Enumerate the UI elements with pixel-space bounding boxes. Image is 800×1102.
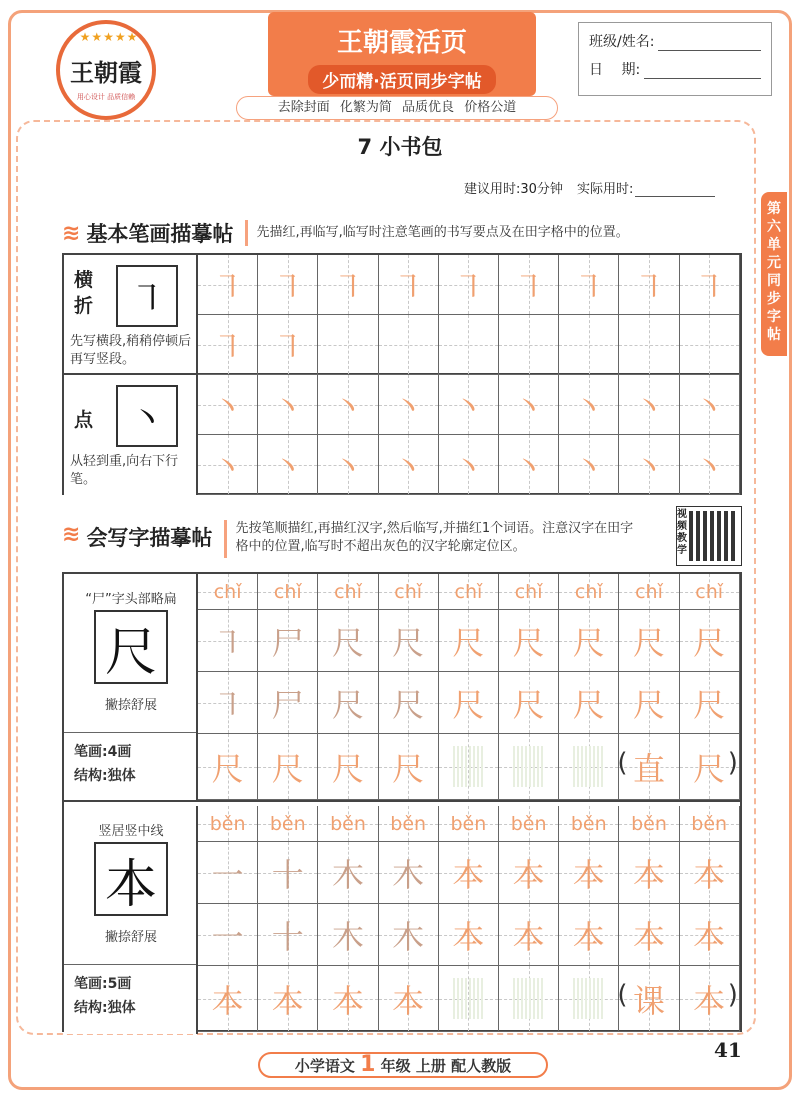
pinyin-text: chǐ — [273, 580, 302, 603]
practice-cell[interactable] — [258, 734, 318, 800]
practice-cells — [198, 375, 740, 495]
qr-label: 视频教学 — [677, 509, 687, 556]
stroke-order-cell[interactable] — [559, 610, 619, 672]
practice-cell-glyph: 丶 — [572, 387, 605, 426]
write-chars-grid — [62, 572, 742, 1032]
pinyin-text: chǐ — [213, 580, 242, 603]
practice-cell-glyph: 丶 — [271, 387, 304, 426]
stroke-order-cell[interactable] — [198, 610, 258, 672]
char-structure: 结构:独体 — [74, 768, 136, 784]
practice-cell-glyph: ㇕ — [572, 267, 605, 306]
pinyin-cell[interactable] — [198, 806, 258, 842]
practice-cell-glyph — [318, 315, 377, 374]
divider — [64, 732, 196, 733]
stroke-order-cell[interactable] — [198, 842, 258, 904]
practice-cell-glyph: 丶 — [211, 387, 244, 426]
practice-cell[interactable] — [559, 435, 619, 495]
class-name-field[interactable] — [658, 35, 761, 51]
stroke-order-cell[interactable] — [619, 610, 679, 672]
stroke-name: 点 — [74, 409, 94, 431]
practice-cell[interactable] — [680, 315, 740, 375]
stroke-count: 笔画:5画 — [74, 976, 132, 992]
stroke-tip: 从轻到重,向右下行笔。 — [70, 454, 179, 487]
pinyin-cell[interactable] — [258, 574, 318, 610]
outline-guide — [513, 978, 544, 1019]
stroke-order-cell-glyph: 尺 — [693, 623, 726, 662]
qr-code-icon — [689, 511, 737, 561]
student-info-box — [578, 22, 772, 96]
practice-cell-glyph: 直 — [632, 749, 665, 788]
practice-cell[interactable] — [619, 966, 679, 1032]
stroke-order-cell-glyph: 尺 — [392, 685, 425, 724]
practice-cell[interactable] — [258, 375, 318, 435]
stroke-order-cell[interactable] — [619, 842, 679, 904]
outline-guide — [513, 746, 544, 787]
model-stroke-box: ㇕ — [116, 265, 178, 327]
practice-cell-glyph — [499, 315, 558, 374]
practice-cell[interactable] — [318, 435, 378, 495]
practice-cell-glyph — [559, 315, 618, 374]
word-paren-open: ( — [617, 748, 628, 778]
practice-cell[interactable] — [619, 435, 679, 495]
page-number: 41 — [714, 1038, 742, 1062]
pinyin-cell[interactable] — [258, 806, 318, 842]
practice-cell[interactable] — [559, 255, 619, 315]
outline-guide — [453, 978, 484, 1019]
actual-time-field[interactable] — [635, 183, 715, 197]
practice-cell[interactable] — [439, 966, 499, 1032]
stroke-order-cell-glyph: ㇕ — [211, 685, 244, 724]
stroke-order-cell-glyph: 尺 — [331, 623, 364, 662]
pinyin-text: běn — [269, 812, 306, 835]
practice-cell[interactable] — [439, 375, 499, 435]
practice-cell-glyph: 尺 — [271, 749, 304, 788]
practice-cell[interactable] — [198, 734, 258, 800]
stroke-info-cell — [64, 375, 198, 495]
outline-guide — [573, 978, 604, 1019]
practice-cell[interactable] — [680, 435, 740, 495]
practice-cell[interactable] — [379, 315, 439, 375]
stroke-order-cell[interactable] — [499, 672, 559, 734]
practice-cell[interactable] — [318, 734, 378, 800]
practice-cell-glyph: ㇕ — [512, 267, 545, 306]
practice-cell-glyph: 丶 — [512, 387, 545, 426]
date-label: 日 期: — [589, 62, 641, 78]
practice-cell[interactable] — [559, 966, 619, 1032]
practice-cell-glyph: 丶 — [452, 447, 485, 486]
pinyin-text: běn — [691, 812, 728, 835]
practice-cell[interactable] — [318, 255, 378, 315]
footer-edition: 配人教版 — [451, 1057, 512, 1075]
pinyin-text: chǐ — [394, 580, 423, 603]
practice-cell-glyph: ㇕ — [211, 327, 244, 366]
practice-cell[interactable] — [258, 315, 318, 375]
char-info-cell — [64, 806, 198, 1034]
unit-side-tab — [761, 192, 787, 356]
stroke-order-cell[interactable] — [439, 610, 499, 672]
pinyin-cell[interactable] — [559, 574, 619, 610]
outline-guide — [453, 746, 484, 787]
stroke-order-cell-glyph: 尺 — [452, 685, 485, 724]
pinyin-cell[interactable] — [379, 806, 439, 842]
stroke-order-cell-glyph: 一 — [211, 917, 244, 956]
stroke-order-cell-glyph: 尺 — [331, 685, 364, 724]
pinyin-text: chǐ — [334, 580, 362, 603]
stroke-order-cell-glyph: 尺 — [632, 685, 665, 724]
pinyin-text: chǐ — [574, 580, 603, 603]
stroke-order-cell[interactable] — [318, 672, 378, 734]
practice-cell-glyph: 尺 — [211, 749, 244, 788]
practice-cell[interactable] — [439, 435, 499, 495]
practice-cell[interactable] — [499, 734, 559, 800]
stroke-order-cell[interactable] — [318, 904, 378, 966]
brand-header — [268, 12, 536, 96]
practice-cell[interactable] — [559, 734, 619, 800]
pinyin-text: běn — [330, 812, 366, 835]
stroke-order-cell-glyph: 尺 — [512, 685, 545, 724]
pinyin-cell[interactable] — [559, 806, 619, 842]
practice-cell-glyph: ㇕ — [693, 267, 726, 306]
stroke-order-cell-glyph: 尺 — [512, 623, 545, 662]
practice-cell-glyph: 丶 — [271, 447, 304, 486]
practice-cell-glyph: 丶 — [331, 447, 364, 486]
footer-banner — [258, 1052, 548, 1078]
section-basic-strokes-header — [62, 218, 629, 248]
char-info-cell — [64, 574, 198, 800]
pinyin-cell[interactable] — [318, 574, 378, 610]
pinyin-cell[interactable] — [619, 806, 679, 842]
char-hint: “尸”字头部略扁 — [85, 592, 177, 607]
practice-cell[interactable] — [439, 315, 499, 375]
practice-cell[interactable] — [619, 255, 679, 315]
stroke-order-cell[interactable] — [499, 842, 559, 904]
divider — [64, 964, 196, 965]
stroke-order-cell-glyph: 木 — [392, 855, 425, 894]
footer-grade: 1 — [360, 1052, 376, 1077]
stroke-tip: 先写横段,稍稍停顿后再写竖段。 — [70, 334, 192, 367]
suggested-time: 建议用时:30分钟 — [464, 182, 563, 197]
stroke-order-cell-glyph: 本 — [512, 855, 545, 894]
stroke-order-cell-glyph: 尺 — [572, 685, 605, 724]
practice-cells — [198, 574, 740, 802]
pinyin-cell[interactable] — [318, 806, 378, 842]
pinyin-text: běn — [510, 812, 547, 835]
date-field[interactable] — [644, 63, 761, 79]
stroke-order-cell-glyph: 尺 — [572, 623, 605, 662]
pinyin-cell[interactable] — [619, 574, 679, 610]
pinyin-cell[interactable] — [439, 806, 499, 842]
practice-cell-glyph: 本 — [331, 981, 364, 1020]
practice-cell-glyph: 丶 — [632, 447, 665, 486]
practice-cell-glyph: 本 — [271, 981, 304, 1020]
pinyin-text: běn — [631, 812, 667, 835]
practice-cell[interactable] — [499, 255, 559, 315]
practice-cell[interactable] — [258, 966, 318, 1032]
practice-cell-glyph — [680, 315, 739, 374]
practice-cell[interactable] — [198, 375, 258, 435]
pinyin-text: chǐ — [635, 580, 663, 603]
practice-cell-glyph: 丶 — [512, 447, 545, 486]
practice-cell-glyph: 丶 — [211, 447, 244, 486]
practice-cell-glyph: ㇕ — [392, 267, 425, 306]
practice-cell-glyph: 丶 — [693, 447, 726, 486]
pinyin-text: běn — [209, 812, 246, 835]
stroke-name: 折 — [74, 295, 94, 317]
timing-row — [464, 178, 715, 197]
section-description: 先按笔顺描红,再描红汉字,然后临写,并描红1个词语。注意汉字在田字格中的位置,临写时不超出灰色的汉字轮廓定位区。 — [235, 521, 634, 554]
char-structure: 结构:独体 — [74, 1000, 136, 1016]
practice-cell-glyph: 尺 — [331, 749, 364, 788]
stroke-row — [64, 255, 740, 375]
practice-cell[interactable] — [379, 435, 439, 495]
practice-cell-glyph: 丶 — [392, 387, 425, 426]
practice-cells — [198, 806, 740, 1034]
practice-cell-glyph: 尺 — [693, 749, 726, 788]
practice-cell[interactable] — [379, 255, 439, 315]
practice-cell-glyph: ㇕ — [211, 267, 244, 306]
practice-cell[interactable] — [439, 734, 499, 800]
practice-cell-glyph: 丶 — [452, 387, 485, 426]
stroke-order-cell[interactable] — [680, 842, 740, 904]
stroke-order-cell-glyph: 尸 — [271, 623, 304, 662]
stroke-order-cell-glyph: 本 — [572, 917, 605, 956]
actual-time-label: 实际用时: — [576, 182, 634, 197]
stroke-order-cell-glyph: 本 — [572, 855, 605, 894]
practice-cell-glyph: ㇕ — [271, 327, 304, 366]
stroke-order-cell[interactable] — [258, 672, 318, 734]
practice-cell-glyph: ㇕ — [271, 267, 304, 306]
pinyin-cell[interactable] — [379, 574, 439, 610]
divider — [224, 520, 227, 558]
practice-cell-glyph — [439, 315, 498, 374]
practice-cell[interactable] — [559, 315, 619, 375]
pinyin-cell[interactable] — [439, 574, 499, 610]
divider — [245, 220, 248, 246]
practice-cell-glyph: 本 — [211, 981, 244, 1020]
practice-cell-glyph — [379, 315, 438, 374]
practice-cell-glyph: 丶 — [331, 387, 364, 426]
stroke-order-cell[interactable] — [499, 610, 559, 672]
stroke-order-cell[interactable] — [379, 842, 439, 904]
stroke-order-cell-glyph: 尺 — [392, 623, 425, 662]
char-block — [64, 574, 740, 802]
model-stroke-box: 丶 — [116, 385, 178, 447]
pinyin-cell[interactable] — [499, 806, 559, 842]
stroke-name: 横 — [74, 269, 94, 291]
pinyin-cell[interactable] — [680, 574, 740, 610]
practice-cell[interactable] — [619, 315, 679, 375]
practice-cell[interactable] — [258, 435, 318, 495]
practice-cell-glyph: 丶 — [632, 387, 665, 426]
stroke-order-cell[interactable] — [198, 904, 258, 966]
practice-cell-glyph: 丶 — [693, 387, 726, 426]
practice-cell[interactable] — [318, 375, 378, 435]
practice-cell-glyph: 尺 — [392, 749, 425, 788]
practice-cell-glyph: 本 — [392, 981, 425, 1020]
stroke-order-cell[interactable] — [680, 904, 740, 966]
stroke-order-cell[interactable] — [318, 842, 378, 904]
stroke-order-cell[interactable] — [680, 672, 740, 734]
word-paren-close: ) — [727, 748, 738, 778]
basic-strokes-grid — [62, 253, 742, 495]
pinyin-cell[interactable] — [499, 574, 559, 610]
pinyin-text: chǐ — [514, 580, 543, 603]
practice-cell[interactable] — [198, 435, 258, 495]
practice-cell-glyph: ㇕ — [331, 267, 364, 306]
stroke-order-cell-glyph: 本 — [693, 855, 726, 894]
brand-subtitle: 少而精·活页同步字帖 — [308, 65, 495, 94]
brand-logo — [56, 20, 156, 120]
char-hint: 竖居竖中线 — [98, 824, 164, 839]
practice-cell[interactable] — [499, 966, 559, 1032]
stroke-order-cell-glyph: ㇕ — [211, 623, 244, 662]
stroke-order-cell-glyph: 一 — [211, 855, 244, 894]
pinyin-cell[interactable] — [198, 574, 258, 610]
stroke-order-cell[interactable] — [680, 610, 740, 672]
stroke-order-cell-glyph: 木 — [331, 855, 364, 894]
stroke-order-cell-glyph: 尸 — [271, 685, 304, 724]
pinyin-cell[interactable] — [680, 806, 740, 842]
outline-guide — [573, 746, 604, 787]
practice-cell-glyph: ㇕ — [632, 267, 665, 306]
stroke-order-cell[interactable] — [258, 842, 318, 904]
pinyin-text: běn — [450, 812, 487, 835]
stroke-order-cell-glyph: 本 — [452, 917, 485, 956]
section-title: 基本笔画描摹帖 — [86, 222, 234, 246]
char-tip: 撇捺舒展 — [104, 698, 157, 713]
stroke-order-cell[interactable] — [379, 904, 439, 966]
practice-cell[interactable] — [499, 435, 559, 495]
footer-term: 上册 — [415, 1057, 446, 1075]
stroke-row — [64, 375, 740, 495]
date-row — [579, 51, 771, 79]
practice-cell[interactable] — [499, 315, 559, 375]
logo-stars-icon: ★★★★★ — [79, 30, 139, 44]
practice-cell[interactable] — [499, 375, 559, 435]
pinyin-text: běn — [390, 812, 427, 835]
practice-cell[interactable] — [379, 734, 439, 800]
stroke-order-cell[interactable] — [559, 672, 619, 734]
stroke-order-cell[interactable] — [258, 610, 318, 672]
practice-cell[interactable] — [198, 255, 258, 315]
practice-cell-glyph: 本 — [693, 981, 726, 1020]
stroke-order-cell-glyph: 本 — [693, 917, 726, 956]
stroke-order-cell-glyph: 尺 — [632, 623, 665, 662]
practice-cell[interactable] — [318, 966, 378, 1032]
pinyin-text: chǐ — [454, 580, 483, 603]
stroke-order-cell-glyph: 尺 — [452, 623, 485, 662]
stroke-order-cell[interactable] — [318, 610, 378, 672]
pinyin-text: běn — [570, 812, 607, 835]
class-name-label: 班级/姓名: — [589, 34, 655, 50]
stroke-order-cell[interactable] — [559, 842, 619, 904]
practice-cell[interactable] — [680, 375, 740, 435]
stroke-order-cell-glyph: 十 — [271, 917, 304, 956]
slogan-banner: 去除封面 化繁为简 品质优良 价格公道 — [236, 96, 558, 120]
practice-cell[interactable] — [619, 375, 679, 435]
practice-cell[interactable] — [559, 375, 619, 435]
char-block — [64, 806, 740, 1034]
practice-cell-glyph: ㇕ — [452, 267, 485, 306]
stroke-order-cell[interactable] — [198, 672, 258, 734]
unit-side-tab-label: 第 六 单 元 同 步 字 帖 — [767, 201, 781, 343]
practice-cell-glyph — [619, 315, 678, 374]
pinyin-text: chǐ — [695, 580, 724, 603]
practice-cell[interactable] — [680, 255, 740, 315]
stroke-count: 笔画:4画 — [74, 744, 132, 760]
word-paren-close: ) — [727, 980, 738, 1010]
stroke-order-cell-glyph: 十 — [271, 855, 304, 894]
lesson-title: 7 小书包 — [357, 135, 443, 159]
stroke-order-cell[interactable] — [619, 672, 679, 734]
stroke-order-cell-glyph: 尺 — [693, 685, 726, 724]
practice-cell[interactable] — [198, 315, 258, 375]
logo-subtext: 用心设计 品质信赖 — [76, 93, 136, 101]
practice-cell-glyph: 丶 — [392, 447, 425, 486]
logo-text: 王朝霞 — [70, 57, 142, 87]
practice-cell[interactable] — [318, 315, 378, 375]
video-qr-code[interactable] — [676, 506, 742, 566]
stroke-order-cell-glyph: 木 — [331, 917, 364, 956]
stroke-order-cell[interactable] — [258, 904, 318, 966]
footer-subject: 小学语文 — [294, 1057, 355, 1075]
stroke-order-cell-glyph: 本 — [512, 917, 545, 956]
section-title: 会写字描摹帖 — [86, 526, 213, 550]
practice-cell[interactable] — [198, 966, 258, 1032]
practice-cell[interactable] — [379, 375, 439, 435]
stroke-order-cell-glyph: 木 — [392, 917, 425, 956]
stroke-order-cell[interactable] — [439, 842, 499, 904]
stroke-order-cell-glyph: 本 — [452, 855, 485, 894]
char-tip: 撇捺舒展 — [104, 930, 157, 945]
stroke-order-cell[interactable] — [499, 904, 559, 966]
wave-icon: ≋ — [62, 522, 81, 547]
practice-cell-glyph: 课 — [632, 981, 665, 1020]
section-description: 先描红,再临写,临写时注意笔画的书写要点及在田字格中的位置。 — [256, 225, 629, 240]
section-write-chars-header — [62, 520, 645, 558]
practice-cell[interactable] — [619, 734, 679, 800]
stroke-order-cell[interactable] — [439, 672, 499, 734]
stroke-order-cell-glyph: 本 — [632, 855, 665, 894]
stroke-order-cell[interactable] — [619, 904, 679, 966]
practice-cell[interactable] — [379, 966, 439, 1032]
stroke-order-cell[interactable] — [379, 672, 439, 734]
stroke-order-cell[interactable] — [559, 904, 619, 966]
brand-title: 王朝霞活页 — [336, 28, 467, 58]
stroke-order-cell[interactable] — [379, 610, 439, 672]
practice-cells — [198, 255, 740, 375]
wave-icon: ≋ — [62, 220, 81, 246]
practice-cell[interactable] — [439, 255, 499, 315]
stroke-order-cell[interactable] — [439, 904, 499, 966]
footer-grade-label: 年级 — [380, 1057, 411, 1075]
practice-cell-glyph: 丶 — [572, 447, 605, 486]
practice-cell[interactable] — [258, 255, 318, 315]
word-paren-open: ( — [617, 980, 628, 1010]
class-name-row — [579, 23, 771, 51]
model-char-box: 尺 — [94, 610, 168, 684]
model-char-box: 本 — [94, 842, 168, 916]
stroke-order-cell-glyph: 本 — [632, 917, 665, 956]
stroke-info-cell — [64, 255, 198, 373]
